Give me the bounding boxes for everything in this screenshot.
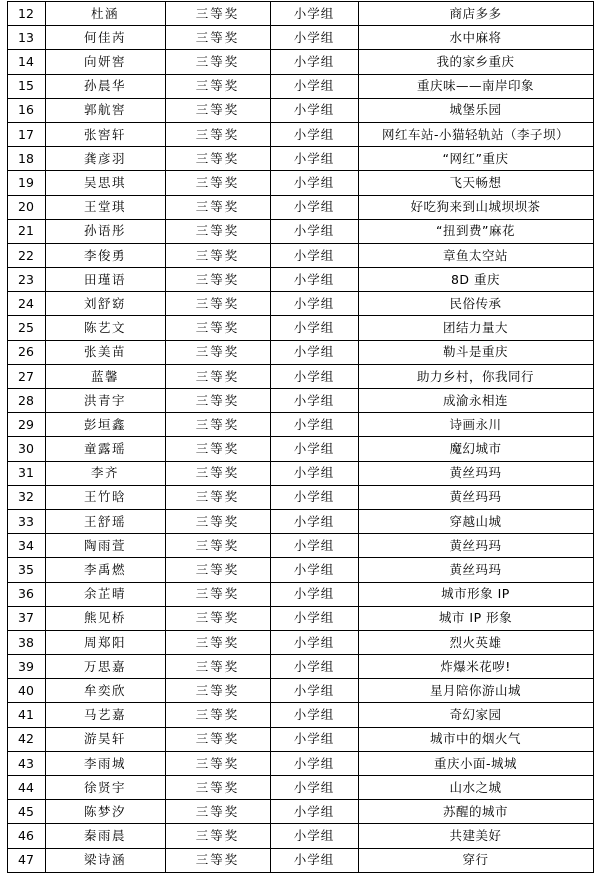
cell-index: 30: [7, 437, 45, 461]
cell-award: 三等奖: [165, 340, 270, 364]
cell-award: 三等奖: [165, 50, 270, 74]
cell-title: 诗画永川: [358, 413, 593, 437]
cell-award: 三等奖: [165, 727, 270, 751]
cell-award: 三等奖: [165, 268, 270, 292]
cell-title: 共建美好: [358, 824, 593, 848]
table-row: [7, 26, 593, 50]
cell-title: 8D 重庆: [358, 268, 593, 292]
cell-award: 三等奖: [165, 74, 270, 98]
table-row: [7, 485, 593, 509]
cell-name: 徐贤宇: [45, 776, 165, 800]
cell-name: 洪青宇: [45, 389, 165, 413]
table-row: [7, 655, 593, 679]
cell-title: 城市 IP 形象: [358, 606, 593, 630]
cell-name: 童露瑶: [45, 437, 165, 461]
cell-index: 24: [7, 292, 45, 316]
table-row: [7, 147, 593, 171]
cell-group: 小学组: [270, 316, 358, 340]
cell-index: 45: [7, 800, 45, 824]
cell-award: 三等奖: [165, 364, 270, 388]
cell-title: 水中麻将: [358, 26, 593, 50]
cell-group: 小学组: [270, 848, 358, 872]
cell-title: 团结力量大: [358, 316, 593, 340]
cell-name: 李俊勇: [45, 243, 165, 267]
cell-group: 小学组: [270, 606, 358, 630]
table-row: [7, 630, 593, 654]
cell-award: 三等奖: [165, 751, 270, 775]
table-row: [7, 606, 593, 630]
cell-group: 小学组: [270, 655, 358, 679]
cell-title: 奇幻家园: [358, 703, 593, 727]
cell-index: 40: [7, 679, 45, 703]
cell-group: 小学组: [270, 2, 358, 26]
cell-award: 三等奖: [165, 413, 270, 437]
cell-group: 小学组: [270, 74, 358, 98]
table-row: [7, 848, 593, 872]
table-row: [7, 316, 593, 340]
cell-award: 三等奖: [165, 582, 270, 606]
cell-index: 16: [7, 98, 45, 122]
table-row: [7, 122, 593, 146]
cell-index: 38: [7, 630, 45, 654]
cell-name: 田瑾语: [45, 268, 165, 292]
cell-name: 孙语彤: [45, 219, 165, 243]
cell-index: 41: [7, 703, 45, 727]
cell-award: 三等奖: [165, 558, 270, 582]
cell-award: 三等奖: [165, 219, 270, 243]
cell-name: 游昊轩: [45, 727, 165, 751]
cell-name: 王舒瑶: [45, 509, 165, 533]
cell-group: 小学组: [270, 824, 358, 848]
cell-name: 向妍窖: [45, 50, 165, 74]
cell-group: 小学组: [270, 582, 358, 606]
cell-name: 何佳芮: [45, 26, 165, 50]
cell-award: 三等奖: [165, 292, 270, 316]
cell-group: 小学组: [270, 776, 358, 800]
cell-group: 小学组: [270, 50, 358, 74]
cell-award: 三等奖: [165, 509, 270, 533]
cell-award: 三等奖: [165, 800, 270, 824]
cell-group: 小学组: [270, 509, 358, 533]
cell-index: 20: [7, 195, 45, 219]
cell-index: 21: [7, 219, 45, 243]
cell-name: 王堂琪: [45, 195, 165, 219]
cell-name: 张美苗: [45, 340, 165, 364]
cell-title: 山水之城: [358, 776, 593, 800]
table-row: [7, 364, 593, 388]
cell-index: 23: [7, 268, 45, 292]
cell-index: 19: [7, 171, 45, 195]
table-row: [7, 413, 593, 437]
cell-group: 小学组: [270, 413, 358, 437]
cell-index: 36: [7, 582, 45, 606]
cell-group: 小学组: [270, 679, 358, 703]
table-row: [7, 437, 593, 461]
cell-award: 三等奖: [165, 389, 270, 413]
cell-index: 29: [7, 413, 45, 437]
cell-award: 三等奖: [165, 2, 270, 26]
table-row: [7, 268, 593, 292]
cell-group: 小学组: [270, 364, 358, 388]
cell-award: 三等奖: [165, 437, 270, 461]
cell-index: 22: [7, 243, 45, 267]
table-row: [7, 727, 593, 751]
cell-award: 三等奖: [165, 655, 270, 679]
cell-index: 15: [7, 74, 45, 98]
table-row: [7, 243, 593, 267]
cell-name: 孙晨华: [45, 74, 165, 98]
cell-name: 龚彦羽: [45, 147, 165, 171]
cell-title: 城市形象 IP: [358, 582, 593, 606]
cell-award: 三等奖: [165, 679, 270, 703]
cell-group: 小学组: [270, 122, 358, 146]
cell-index: 14: [7, 50, 45, 74]
table-row: [7, 751, 593, 775]
cell-index: 27: [7, 364, 45, 388]
table-row: [7, 292, 593, 316]
cell-name: 李齐: [45, 461, 165, 485]
cell-index: 47: [7, 848, 45, 872]
cell-group: 小学组: [270, 243, 358, 267]
cell-name: 梁诗涵: [45, 848, 165, 872]
cell-title: “网红”重庆: [358, 147, 593, 171]
table-body: [7, 2, 593, 873]
cell-name: 陈梦汐: [45, 800, 165, 824]
cell-award: 三等奖: [165, 703, 270, 727]
cell-title: 商店多多: [358, 2, 593, 26]
cell-title: 炸爆米花哕!: [358, 655, 593, 679]
cell-name: 王竹晗: [45, 485, 165, 509]
cell-index: 12: [7, 2, 45, 26]
cell-award: 三等奖: [165, 147, 270, 171]
cell-group: 小学组: [270, 98, 358, 122]
cell-title: 城堡乐园: [358, 98, 593, 122]
table-row: [7, 558, 593, 582]
cell-index: 31: [7, 461, 45, 485]
cell-name: 陈艺文: [45, 316, 165, 340]
cell-title: 民俗传承: [358, 292, 593, 316]
cell-award: 三等奖: [165, 26, 270, 50]
cell-title: 星月陪你游山城: [358, 679, 593, 703]
cell-award: 三等奖: [165, 171, 270, 195]
cell-name: 陶雨萱: [45, 534, 165, 558]
cell-group: 小学组: [270, 268, 358, 292]
cell-group: 小学组: [270, 461, 358, 485]
cell-name: 熊见桥: [45, 606, 165, 630]
cell-group: 小学组: [270, 195, 358, 219]
cell-name: 牟奕欣: [45, 679, 165, 703]
cell-title: 穿越山城: [358, 509, 593, 533]
table-row: [7, 703, 593, 727]
cell-award: 三等奖: [165, 461, 270, 485]
table-row: [7, 219, 593, 243]
table-row: [7, 171, 593, 195]
cell-name: 蓝馨: [45, 364, 165, 388]
cell-index: 25: [7, 316, 45, 340]
cell-title: 勒斗是重庆: [358, 340, 593, 364]
cell-title: 城市中的烟火气: [358, 727, 593, 751]
table-row: [7, 776, 593, 800]
award-list-table: [7, 1, 594, 873]
cell-index: 44: [7, 776, 45, 800]
cell-group: 小学组: [270, 171, 358, 195]
table-row: [7, 509, 593, 533]
cell-award: 三等奖: [165, 630, 270, 654]
cell-title: 烈火英雄: [358, 630, 593, 654]
cell-index: 34: [7, 534, 45, 558]
cell-title: 重庆味——南岸印象: [358, 74, 593, 98]
cell-title: 苏醒的城市: [358, 800, 593, 824]
cell-group: 小学组: [270, 340, 358, 364]
cell-title: 章鱼太空站: [358, 243, 593, 267]
cell-index: 18: [7, 147, 45, 171]
cell-award: 三等奖: [165, 98, 270, 122]
table-row: [7, 461, 593, 485]
cell-award: 三等奖: [165, 195, 270, 219]
table-row: [7, 50, 593, 74]
cell-name: 彭垣鑫: [45, 413, 165, 437]
cell-group: 小学组: [270, 292, 358, 316]
cell-award: 三等奖: [165, 848, 270, 872]
table-row: [7, 195, 593, 219]
cell-index: 26: [7, 340, 45, 364]
cell-name: 李禹燃: [45, 558, 165, 582]
cell-title: “扭到费”麻花: [358, 219, 593, 243]
cell-name: 郭航窖: [45, 98, 165, 122]
cell-group: 小学组: [270, 703, 358, 727]
table-row: [7, 534, 593, 558]
table-row: [7, 2, 593, 26]
table-row: [7, 679, 593, 703]
cell-name: 张窖轩: [45, 122, 165, 146]
cell-group: 小学组: [270, 147, 358, 171]
cell-name: 周郑阳: [45, 630, 165, 654]
cell-group: 小学组: [270, 437, 358, 461]
cell-title: 好吃狗来到山城坝坝茶: [358, 195, 593, 219]
cell-index: 43: [7, 751, 45, 775]
cell-group: 小学组: [270, 727, 358, 751]
cell-group: 小学组: [270, 26, 358, 50]
cell-award: 三等奖: [165, 776, 270, 800]
cell-index: 13: [7, 26, 45, 50]
cell-index: 33: [7, 509, 45, 533]
cell-group: 小学组: [270, 630, 358, 654]
cell-name: 杜涵: [45, 2, 165, 26]
cell-title: 我的家乡重庆: [358, 50, 593, 74]
cell-index: 32: [7, 485, 45, 509]
cell-title: 穿行: [358, 848, 593, 872]
cell-group: 小学组: [270, 751, 358, 775]
cell-group: 小学组: [270, 389, 358, 413]
cell-award: 三等奖: [165, 122, 270, 146]
cell-title: 魔幻城市: [358, 437, 593, 461]
cell-index: 42: [7, 727, 45, 751]
cell-index: 17: [7, 122, 45, 146]
table-row: [7, 824, 593, 848]
cell-title: 黄丝玛玛: [358, 534, 593, 558]
cell-title: 黄丝玛玛: [358, 558, 593, 582]
table-row: [7, 340, 593, 364]
table-row: [7, 98, 593, 122]
table-row: [7, 74, 593, 98]
cell-group: 小学组: [270, 800, 358, 824]
cell-index: 35: [7, 558, 45, 582]
cell-award: 三等奖: [165, 243, 270, 267]
cell-name: 万思嘉: [45, 655, 165, 679]
cell-index: 28: [7, 389, 45, 413]
cell-title: 黄丝玛玛: [358, 461, 593, 485]
table-row: [7, 389, 593, 413]
cell-title: 成渝永相连: [358, 389, 593, 413]
cell-award: 三等奖: [165, 316, 270, 340]
cell-name: 李雨城: [45, 751, 165, 775]
cell-title: 网红车站-小猫轻轨站（李子坝）: [358, 122, 593, 146]
cell-index: 39: [7, 655, 45, 679]
cell-award: 三等奖: [165, 824, 270, 848]
table-row: [7, 582, 593, 606]
cell-name: 余芷晴: [45, 582, 165, 606]
cell-index: 37: [7, 606, 45, 630]
cell-name: 马艺嘉: [45, 703, 165, 727]
cell-award: 三等奖: [165, 606, 270, 630]
cell-group: 小学组: [270, 534, 358, 558]
cell-name: 秦雨晨: [45, 824, 165, 848]
cell-title: 重庆小面-城城: [358, 751, 593, 775]
cell-title: 助力乡村，你我同行: [358, 364, 593, 388]
cell-award: 三等奖: [165, 534, 270, 558]
cell-title: 黄丝玛玛: [358, 485, 593, 509]
cell-index: 46: [7, 824, 45, 848]
cell-title: 飞天畅想: [358, 171, 593, 195]
cell-group: 小学组: [270, 485, 358, 509]
cell-name: 刘舒窈: [45, 292, 165, 316]
cell-award: 三等奖: [165, 485, 270, 509]
cell-group: 小学组: [270, 219, 358, 243]
table-row: [7, 800, 593, 824]
cell-name: 吴思琪: [45, 171, 165, 195]
cell-group: 小学组: [270, 558, 358, 582]
